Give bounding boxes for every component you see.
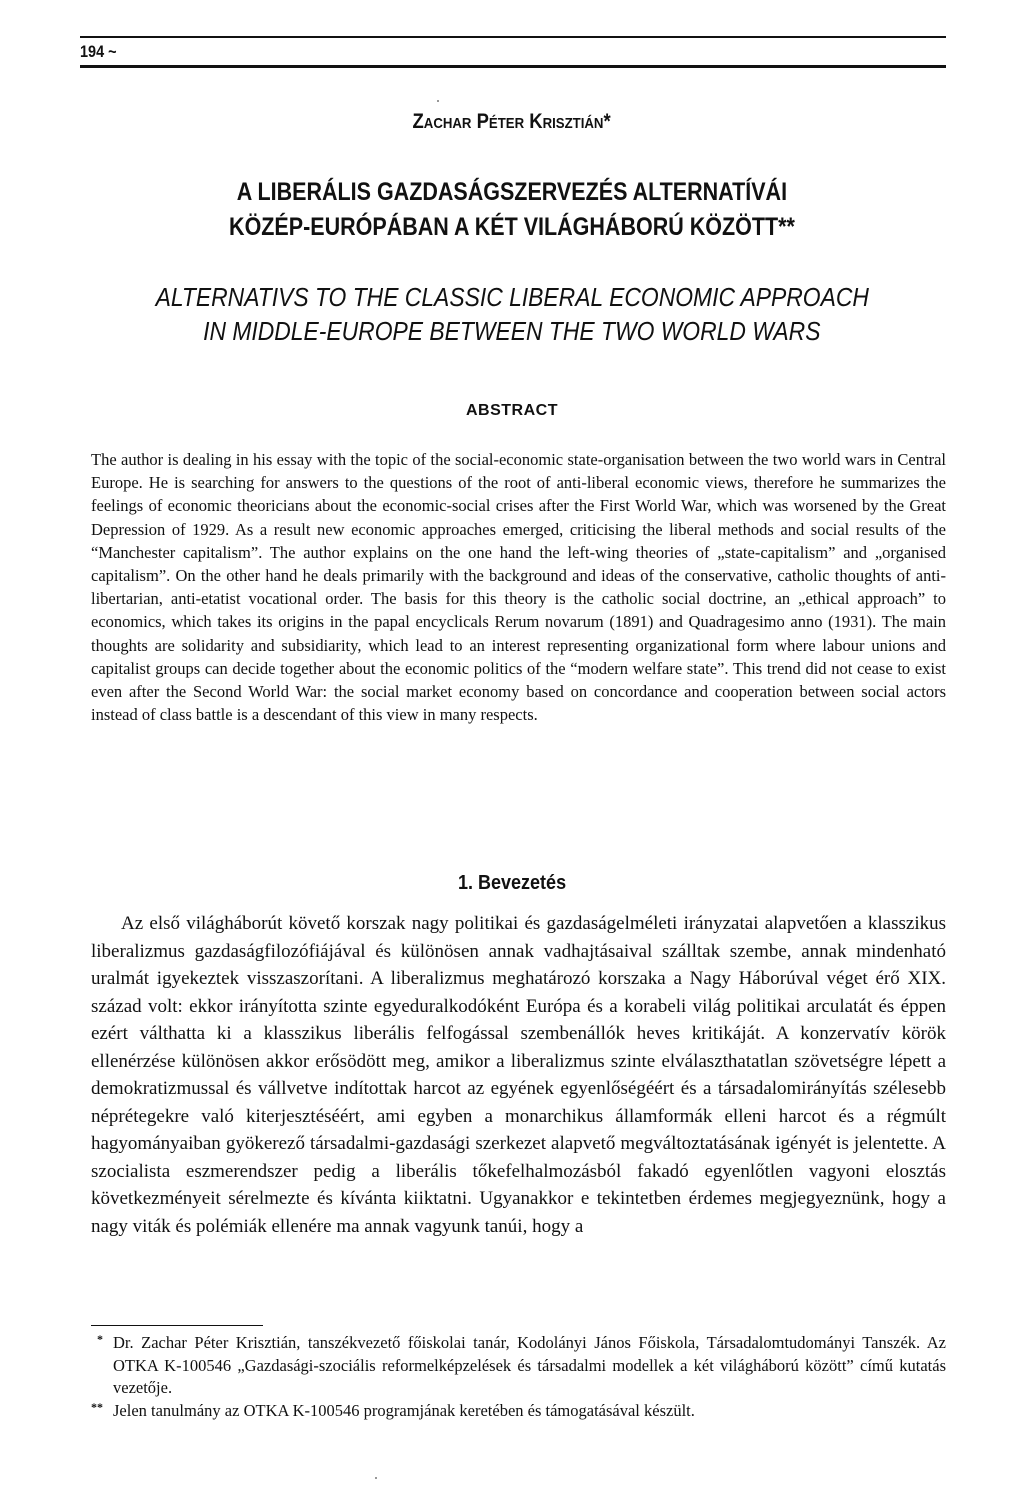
footnote-funding xyxy=(91,1400,946,1423)
abstract-heading: ABSTRACT xyxy=(466,402,558,419)
footnote-mark: * xyxy=(97,1332,103,1346)
page-number: 194 ~ xyxy=(80,41,117,61)
scan-speck xyxy=(437,100,439,102)
title-hungarian-line-2: KÖZÉP-EURÓPÁBAN A KÉT VILÁGHÁBORÚ KÖZÖTT** xyxy=(229,213,795,241)
title-english-line-2: IN MIDDLE-EUROPE BETWEEN THE TWO WORLD WARS xyxy=(203,316,821,346)
title-hungarian xyxy=(0,175,1024,245)
scan-speck xyxy=(375,1477,377,1479)
running-header xyxy=(80,36,946,68)
header-rule-bottom xyxy=(80,65,946,68)
title-english xyxy=(0,280,1024,348)
footnote-author xyxy=(91,1332,946,1400)
section-heading-text: 1. Bevezetés xyxy=(457,872,567,894)
body-paragraph: Az első világháborút követő korszak nagy politikai és gazdaságelméleti irányzatai alapvetően a klasszikus liberalizmus gazdaságfilozófiájával és különösen annak vadhajtásaival szálltak szembe, annak mindenható uralmát igyekeztek visszaszorítani. A liberalizmus meghatározó korszaka a Nagy Háborúval véget érő XIX. század volt: ekkor irányította szinte egyeduralkodóként Európa és a korabeli világ politikai arculatát és éppen ezért válthatta ki a klasszikus liberális felfogással szembenállók heves kritikáját. A konzervatív körök ellenérzése különösen akkor erősödött meg, amikor a liberalizmus szinte elválaszthatatlan szövetségre lépett a demokratizmussal és vállvetve indítottak harcot az egyének egyenlőségéért és a társadalomirányítás szélesebb néprétegekre való kiterjesztéséért, ami egyben a monarchikus államformák elleni harcot és a régmúlt hagyományaiban gyökerező társadalmi-gazdasági szerkezet alapvető megváltoztatásának igényét is jelentette. A szocialista eszmerendszer pedig a liberális tőkefelhalmozásból fakadó egyenlőtlen vagyoni elosztás következményeit sérelmezte és kívánta kiiktatni. Ugyanakkor e tekintetben érdemes megjegyeznünk, hogy a nagy viták és polémiák ellenére ma annak vagyunk tanúi, hogy a xyxy=(91,913,946,1237)
title-english-line-1: ALTERNATIVS TO THE CLASSIC LIBERAL ECONOMIC APPROACH xyxy=(155,282,869,312)
footnote-mark: ** xyxy=(91,1399,103,1414)
footnote-separator xyxy=(91,1325,263,1326)
author-name-text: Zachar Péter Krisztián* xyxy=(412,110,612,133)
footnote-text: Jelen tanulmány az OTKA K-100546 programjának keretében és támogatásával készült. xyxy=(113,1400,695,1420)
section-heading xyxy=(0,872,1024,895)
footnote-text: Dr. Zachar Péter Krisztián, tanszékvezető főiskolai tanár, Kodolányi János Főiskola, Társadalomtudományi Tanszék. Az OTKA K-100546 „Gazdasági-szociális reformelképzelések és társadalmi modellek a két világháború között” című kutatás vezetője. xyxy=(113,1333,946,1397)
footnotes xyxy=(91,1332,946,1422)
abstract-text: The author is dealing in his essay with the topic of the social-economic state-organisation between the two world wars in Central Europe. He is searching for answers to the questions of the root of anti-liberal economic views, therefore he summarizes the feelings of economic theoricians about the economic-social crises after the First World War, which was worsened by the Great Depression of 1929. As a result new economic approaches emerged, criticising the liberal methods and social results of the “Manchester capitalism”. The author explains on the one hand the left-wing theories of „state-capitalism” and „organised capitalism”. On the other hand he deals primarily with the background and ideas of the conservative, catholic thoughts of anti-libertarian, anti-etatist vocational order. The basis for this theory is the catholic social doctrine, an „ethical approach” to economics, which takes its origins in the papal encyclicals Rerum novarum (1891) and Quadragesimo anno (1931). The main thoughts are solidarity and subsidiarity, which lead to an interest representing organizational form where labour unions and capitalist groups can decide together about the economic politics of the “modern welfare state”. This trend did not cease to exist even after the Second World War: the social market economy based on concordance and cooperation between social actors instead of class battle is a descendant of this view in many respects. xyxy=(91,450,946,725)
header-row xyxy=(80,38,946,65)
title-hungarian-line-1: A LIBERÁLIS GAZDASÁGSZERVEZÉS ALTERNATÍVÁI xyxy=(236,178,788,206)
author-name xyxy=(0,110,1024,134)
